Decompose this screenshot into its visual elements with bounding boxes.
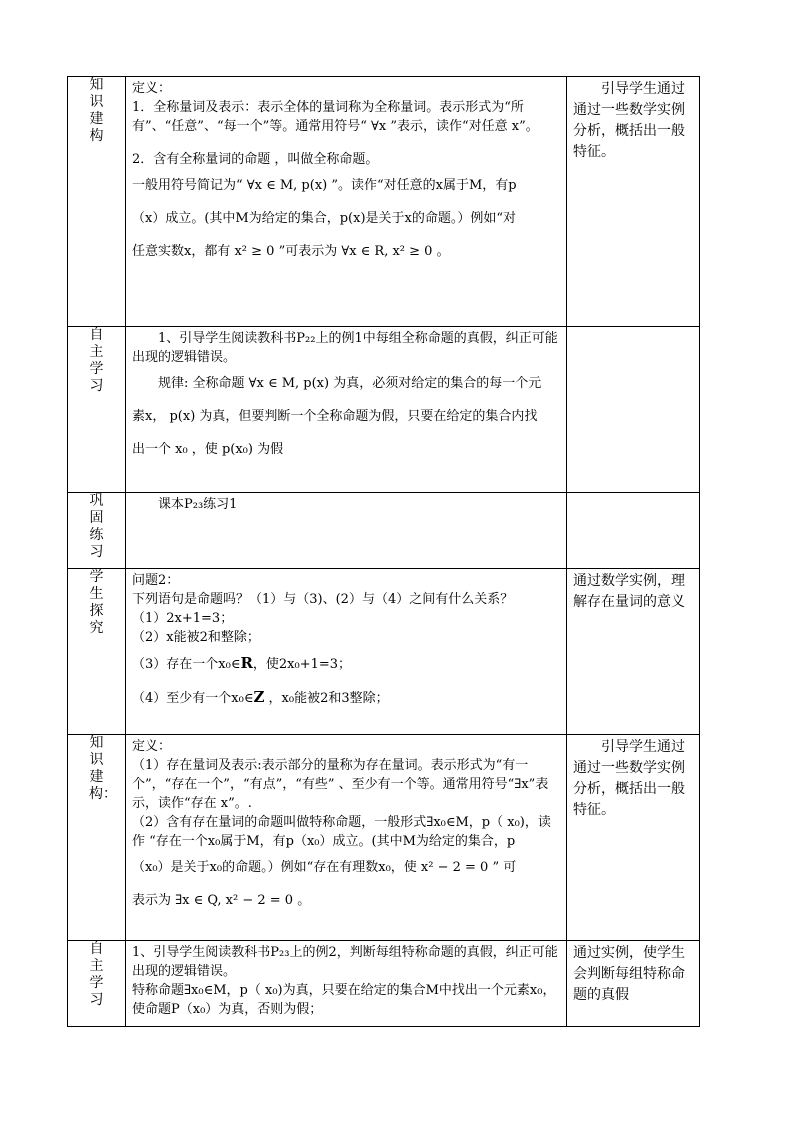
content-line: 下列语句是命题吗？（1）与（3)、(2）与（4）之间有什么关系？ [132, 592, 514, 607]
content-line: 问题2： [132, 573, 180, 588]
section-label: 知识建构 [89, 77, 104, 144]
table-row [68, 327, 700, 493]
content-line: 出一个 x₀ ，使 p(x₀) 为假 [132, 442, 284, 457]
content-line: 一般用符号简记为“ ∀x ∈ M, p(x) ”。读作“对任意的x属于M，有p [132, 178, 517, 193]
content-line: （2）x能被2和整除； [132, 630, 260, 645]
table-row [68, 941, 700, 1027]
content-line [132, 647, 562, 681]
content-line: 定义： [132, 81, 172, 96]
content-line: 1、引导学生阅读教科书P₂₂上的例1中每组全称命题的真假，纠正可能出现的逻辑错误。 [132, 331, 558, 365]
content-line [132, 681, 562, 715]
real-set-symbol: R [240, 654, 253, 672]
section-label-cell [68, 569, 126, 735]
note-cell [567, 941, 700, 1027]
content-cell [126, 735, 567, 941]
content-line: 任意实数x，都有 x² ≥ 0 ”可表示为 ∀x ∈ R, x² ≥ 0 。 [132, 244, 450, 259]
section-label: 学生探究 [89, 569, 104, 636]
table-row [68, 77, 700, 327]
teaching-note: 通过数学实例，理解存在量词的意义 [573, 573, 685, 610]
content-line: 素x， p(x) 为真，但要判断一个全称命题为假，只要在给定的集合内找 [132, 409, 538, 424]
teaching-note: 引导学生通过通过一些数学实例分析，概括出一般特征。 [573, 81, 685, 160]
section-label-cell [68, 941, 126, 1027]
section-label-cell [68, 327, 126, 493]
table-row [68, 735, 700, 941]
content-cell [126, 569, 567, 735]
note-cell [567, 327, 700, 493]
table-row [68, 569, 700, 735]
lesson-plan-table [67, 76, 700, 1027]
note-cell [567, 735, 700, 941]
section-label: 巩固练习 [89, 493, 104, 560]
content-line: 规律: 全称命题 ∀x ∈ M, p(x) 为真，必须对给定的集合的每一个元 [158, 376, 542, 391]
section-label: 自主学习 [89, 327, 104, 394]
teaching-note: 通过实例，使学生会判断每组特称命题的真假 [573, 945, 685, 1003]
section-label-cell [68, 77, 126, 327]
note-cell [567, 493, 700, 569]
content-line: 课本P₂₃练习1 [158, 497, 238, 512]
note-cell [567, 569, 700, 735]
content-text: ，x₀能被2和3整除； [264, 691, 389, 706]
content-cell [126, 941, 567, 1027]
content-line: 2．含有全称量词的命题 ，叫做全称命题。 [132, 152, 379, 167]
content-line: （x₀）是关于x₀的命题。）例如“存在有理数x₀，使 x² − 2 = 0 ” 可 [132, 860, 517, 875]
content-cell [126, 77, 567, 327]
content-text: （3）存在一个x₀∈ [132, 657, 241, 672]
section-label-cell [68, 493, 126, 569]
content-line: 1、引导学生阅读教科书P₂₃上的例2，判断每组特称命题的真假，纠正可能出现的逻辑错误。 [132, 945, 558, 979]
content-text: ，使2x₀+1=3； [252, 657, 352, 672]
integer-set-symbol: Z [253, 688, 265, 706]
content-cell [126, 493, 567, 569]
note-cell [567, 77, 700, 327]
content-cell [126, 327, 567, 493]
teaching-note: 引导学生通过通过一些数学实例分析，概括出一般特征。 [573, 739, 685, 818]
content-line: （2）含有存在量词的命题叫做特称命题，一般形式∃x₀∈M，p（ x₀)，读作 “存在一个x₀属于M，有p（x₀）成立。(其中M为给定的集合，p [132, 815, 551, 849]
content-line: 1．全称量词及表示：表示全体的量词称为全称量词。表示形式为“所有”、“任意”、“每一个”等。通常用符号“ ∀x ”表示，读作“对任意 x”。 [132, 100, 539, 134]
content-line: 特称命题∃x₀∈M，p（ x₀)为真，只要在给定的集合M中找出一个元素x₀，使命题P（x₀）为真，否则为假； [132, 983, 556, 1017]
section-label-cell [68, 735, 126, 941]
section-label: 知识建构： [89, 735, 117, 802]
content-line: 表示为 ∃x ∈ Q, x² − 2 = 0 。 [132, 893, 311, 908]
content-text: （4）至少有一个x₀∈ [132, 691, 254, 706]
table-row [68, 493, 700, 569]
content-line: （1）存在量词及表示:表示部分的量称为存在量词。表示形式为“有一个”，“存在一个”，“有点”，“有些” 、至少有一个等。通常用符号“∃x”表示，读作“存在 x”。. [132, 758, 549, 811]
content-line: 定义： [132, 739, 172, 754]
content-line: （x）成立。(其中M为给定的集合，p(x)是关于x的命题。）例如“对 [132, 211, 516, 226]
content-line: （1）2x+1=3； [132, 611, 234, 626]
section-label: 自主学习 [89, 941, 104, 1008]
